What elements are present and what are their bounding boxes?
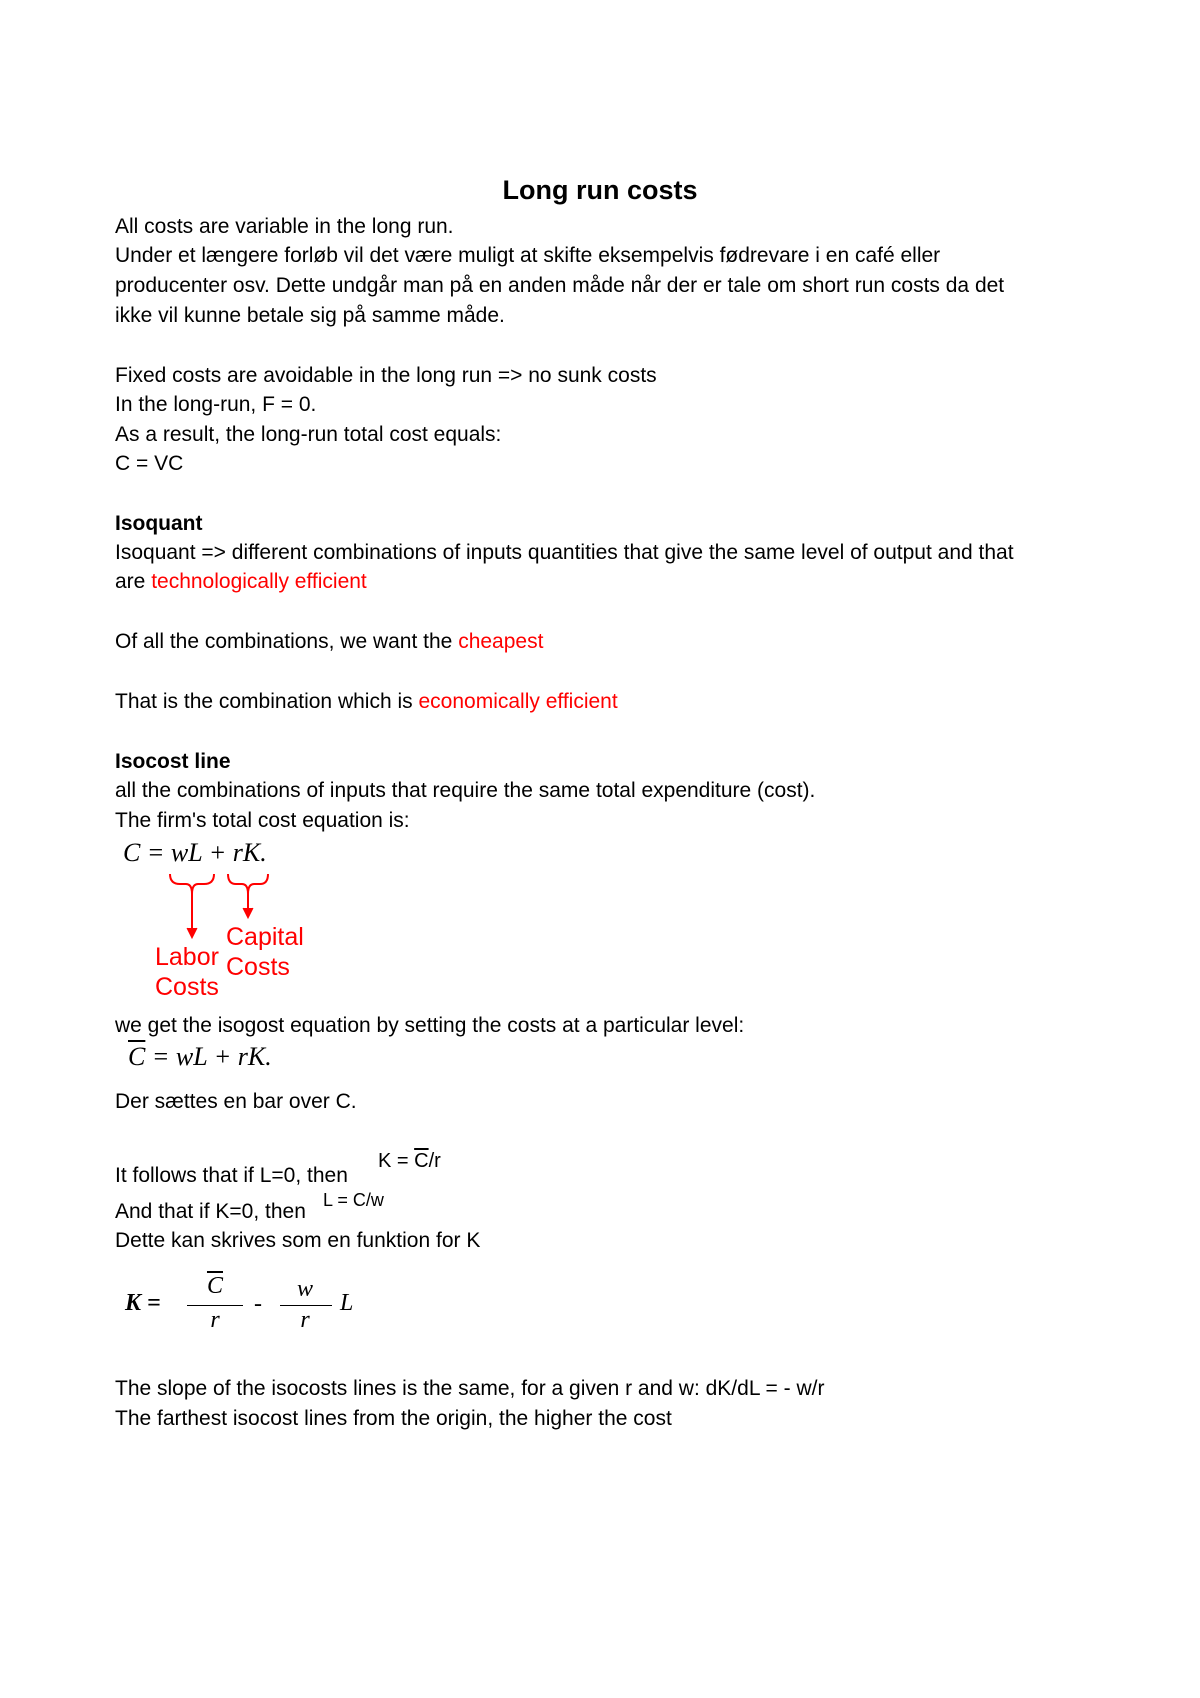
intro-line-1: All costs are variable in the long run. [115, 215, 454, 238]
denominator-r-1: r [210, 1307, 220, 1333]
bar-note: Der sættes en bar over C. [115, 1090, 357, 1113]
isoquant-heading: Isoquant [115, 512, 203, 535]
denominator-r-2: r [300, 1307, 310, 1333]
fixed-line-1: Fixed costs are avoidable in the long run => no sunk costs [115, 364, 657, 387]
fraction-bar-1 [187, 1305, 243, 1306]
isocost-equation: $\overline{C}$ = wL + rK. [128, 1042, 272, 1071]
numerator-w: w [296, 1276, 313, 1302]
follows-line-3: Dette kan skrives som en funktion for K [115, 1229, 481, 1252]
l-intercept-equation: L = C/w [323, 1190, 384, 1210]
economically-efficient-highlight: economically efficient [418, 690, 618, 713]
isocost-line-2: The firm's total cost equation is: [115, 809, 410, 832]
page-title: Long run costs [502, 175, 698, 205]
technologically-efficient-highlight: technologically efficient [151, 570, 367, 593]
follows-line-2: And that if K=0, then [115, 1200, 306, 1223]
isocost-heading: Isocost line [115, 750, 231, 773]
minus-sign: - [254, 1291, 262, 1317]
numerator-c-bar: $\overline{C}$ [206, 1273, 223, 1299]
intro-line-4: ikke vil kunne betale sig på samme måde. [115, 304, 505, 327]
labor-costs-label: Labor Costs [155, 943, 219, 1001]
econ-line: That is the combination which is economically efficient [115, 690, 618, 713]
l-term: L [340, 1290, 354, 1316]
fraction-bar-2 [280, 1305, 332, 1306]
isoquant-line-1: Isoquant => different combinations of inputs quantities that give the same level of output and that [115, 541, 1014, 564]
isoquant-line-2: are technologically efficient [115, 570, 367, 593]
farthest-line: The farthest isocost lines from the origin, the higher the cost [115, 1407, 672, 1430]
fixed-line-3: As a result, the long-run total cost equals: [115, 423, 502, 446]
intro-line-3: producenter osv. Dette undgår man på en anden måde når der er tale om short run costs da det [115, 274, 1005, 297]
k-intercept-equation: $K = \overline{C}/r$ [378, 1150, 441, 1172]
isocost-line-1: all the combinations of inputs that require the same total expenditure (cost). [115, 779, 816, 802]
cheapest-line: Of all the combinations, we want the cheapest [115, 630, 544, 653]
fixed-line-2: In the long-run, F = 0. [115, 393, 317, 416]
slope-line: The slope of the isocosts lines is the same, for a given r and w: dK/dL = - w/r [115, 1377, 825, 1400]
cheapest-highlight: cheapest [458, 630, 544, 653]
capital-costs-label: Capital Costs [226, 923, 304, 981]
total-cost-equation: C = wL + rK. [123, 838, 267, 867]
isocost-line-3: we get the isogost equation by setting the costs at a particular level: [115, 1014, 745, 1037]
fixed-line-4: C = VC [115, 452, 184, 475]
intro-line-2: Under et længere forløb vil det være muligt at skifte eksempelvis fødrevare i en café eller [115, 244, 941, 267]
k-lhs: K = [125, 1290, 161, 1316]
follows-line-1: It follows that if L=0, then [115, 1164, 348, 1187]
